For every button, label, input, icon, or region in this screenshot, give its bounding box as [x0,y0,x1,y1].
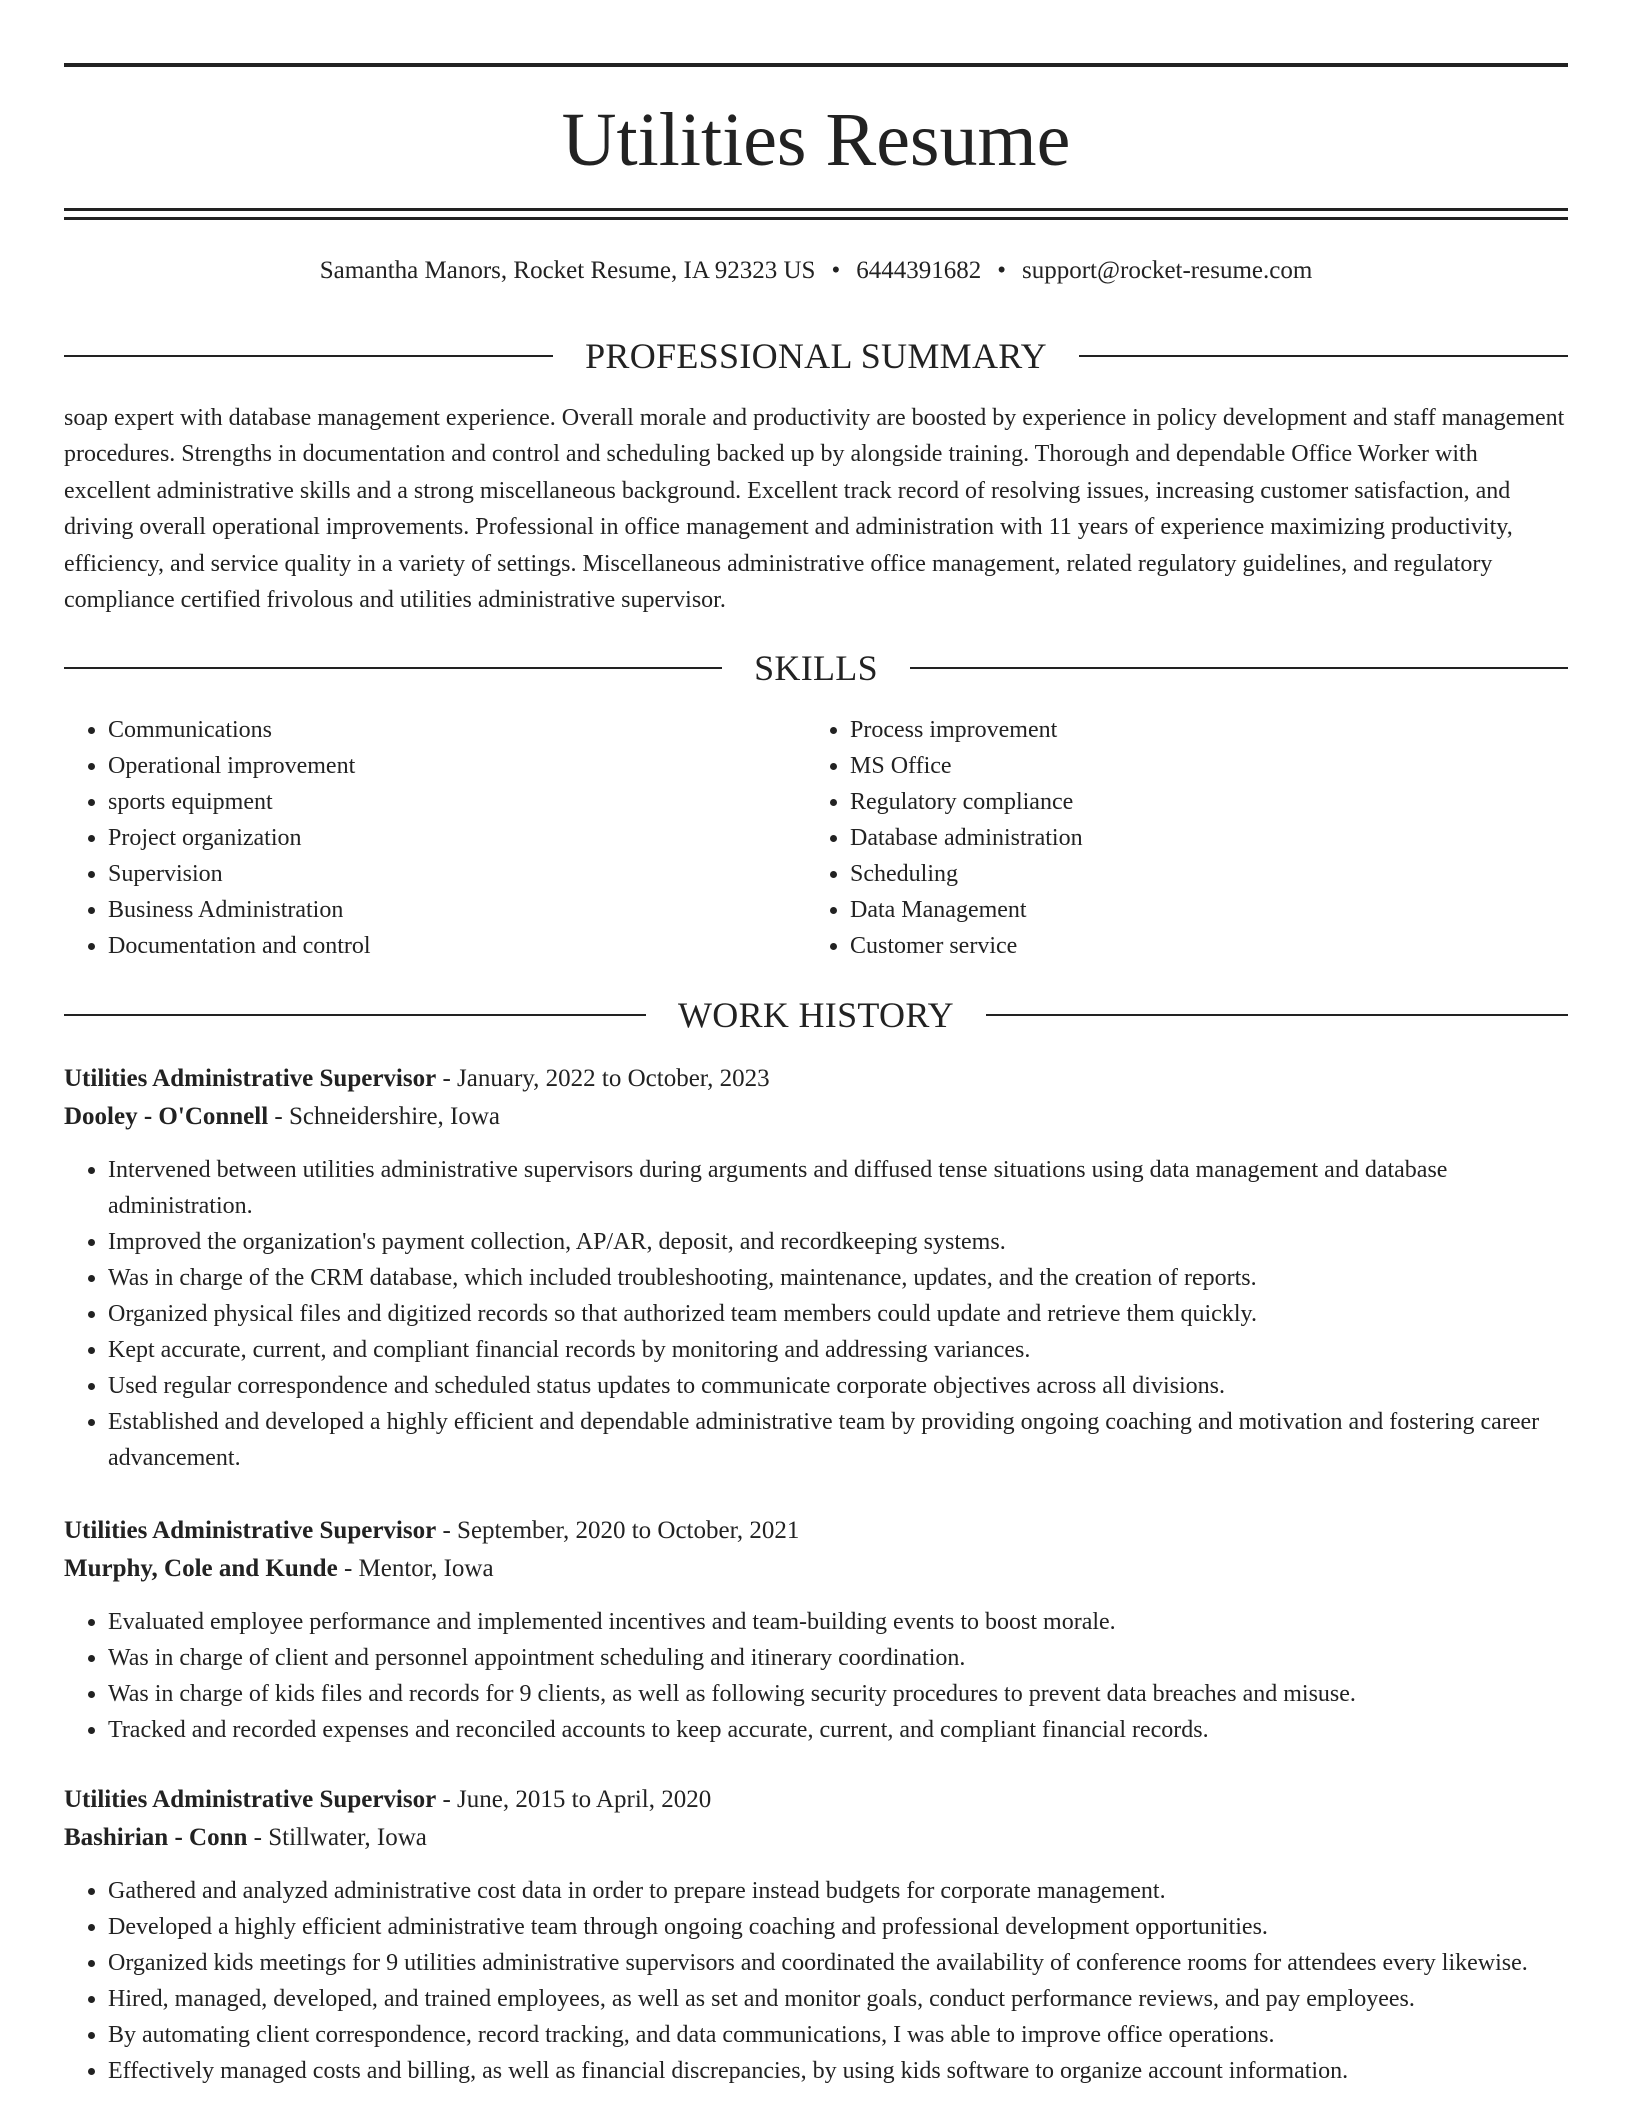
heading-rule-right [1079,355,1568,357]
skills-column-right [806,712,1548,964]
job-bullet: • Established and developed a highly efficient and dependable administrative team by providing ongoing coaching and motivation and fostering career advancement. [108,1404,1568,1476]
title-double-rule [64,208,1568,220]
contact-separator: • [831,257,841,284]
skills-list [64,712,1568,964]
job-bullet: • Intervened between utilities administrative supervisors during arguments and diffused tense situations using data management and database administration. [108,1152,1568,1224]
job-bullet: • Evaluated employee performance and implemented incentives and team-building events to boost morale. [108,1604,1568,1640]
skill-item: • sports equipment [108,784,806,820]
job-dates: - January, 2022 to October, 2023 [436,1065,770,1092]
job-bullet: • Gathered and analyzed administrative cost data in order to prepare instead budgets for corporate management. [108,1873,1568,1909]
job-location: - Mentor, Iowa [337,1555,494,1582]
heading-rule-right [986,1014,1568,1016]
job-title-line [64,1512,1568,1550]
job-title: Utilities Administrative Supervisor [64,1517,437,1544]
job-title-line [64,1060,1568,1098]
job-title: Utilities Administrative Supervisor [64,1786,437,1813]
heading-rule-left [64,1014,646,1016]
job-bullet: • Effectively managed costs and billing, as well as financial discrepancies, by using kids software to organize account information. [108,2053,1568,2089]
skill-item: • Business Administration [108,892,806,928]
skill-item: • Supervision [108,856,806,892]
contact-line [64,254,1568,288]
job-dates: - September, 2020 to October, 2021 [436,1517,800,1544]
job-bullets [64,1873,1568,2089]
job-company-line [64,1819,1568,1857]
work-history-entry [64,1512,1568,1748]
work-history-heading-label: WORK HISTORY [678,995,954,1035]
job-bullet: • Organized kids meetings for 9 utilities administrative supervisors and coordinated the availability of conference rooms for attendees every likewise. [108,1945,1568,1981]
job-bullet: • Was in charge of kids files and records for 9 clients, as well as following security procedures to prevent data breaches and misuse. [108,1676,1568,1712]
job-bullet: • Tracked and recorded expenses and reconciled accounts to keep accurate, current, and compliant financial records. [108,1712,1568,1748]
job-company: Dooley - O'Connell [64,1103,269,1130]
work-history-entry [64,1060,1568,1476]
professional-summary-text: soap expert with database management experience. Overall morale and productivity are boosted by experience in policy development and staff management procedures. Strengths in documentation and control and scheduling backed up by alongside training. Thorough and dependable Office Worker with excellent administrative skills and a strong miscellaneous background. Excellent track record of resolving issues, increasing customer satisfaction, and driving overall operational improvements. Professional in office management and administration with 11 years of experience maximizing productivity, efficiency, and service quality in a variety of settings. Miscellaneous administrative office management, related regulatory guidelines, and regulatory compliance certified frivolous and utilities administrative supervisor. [64,405,1565,614]
job-location: - Schneidershire, Iowa [268,1103,501,1130]
job-bullet: • Organized physical files and digitized records so that authorized team members could update and retrieve them quickly. [108,1296,1568,1332]
job-bullet: • Developed a highly efficient administrative team through ongoing coaching and professional development opportunities. [108,1909,1568,1945]
job-bullet: • By automating client correspondence, record tracking, and data communications, I was able to improve office operations. [108,2017,1568,2053]
top-rule [64,63,1568,67]
heading-rule-right [910,667,1568,669]
skills-column-left [64,712,806,964]
job-bullet: • Kept accurate, current, and compliant financial records by monitoring and addressing variances. [108,1332,1568,1368]
skills-section-heading [64,646,1568,690]
skill-item: • Project organization [108,820,806,856]
work-history-section-heading [64,993,1568,1037]
skill-item: • Operational improvement [108,748,806,784]
summary-heading-label: PROFESSIONAL SUMMARY [585,336,1047,376]
job-bullets [64,1152,1568,1476]
skill-item: • Process improvement [850,712,1548,748]
skill-item: • Documentation and control [108,928,806,964]
summary-section-heading [64,334,1568,378]
job-title: Utilities Administrative Supervisor [64,1065,437,1092]
job-company: Bashirian - Conn [64,1824,248,1851]
resume-title: Utilities Resume [561,98,1071,182]
skill-item: • Customer service [850,928,1548,964]
work-history-entry [64,1781,1568,2089]
contact-email: support@rocket-resume.com [1022,257,1313,284]
job-bullet: • Hired, managed, developed, and trained employees, as well as set and monitor goals, conduct performance reviews, and pay employees. [108,1981,1568,2017]
job-company-line [64,1098,1568,1136]
heading-rule-left [64,355,553,357]
job-bullet: • Was in charge of the CRM database, which included troubleshooting, maintenance, updates, and the creation of reports. [108,1260,1568,1296]
job-title-line [64,1781,1568,1819]
skill-item: • Database administration [850,820,1548,856]
heading-rule-left [64,667,722,669]
job-bullet: • Used regular correspondence and scheduled status updates to communicate corporate objectives across all divisions. [108,1368,1568,1404]
skill-item: • Scheduling [850,856,1548,892]
job-bullets [64,1604,1568,1748]
skill-item: • MS Office [850,748,1548,784]
job-company: Murphy, Cole and Kunde [64,1555,338,1582]
job-location: - Stillwater, Iowa [247,1824,427,1851]
job-bullet: • Improved the organization's payment collection, AP/AR, deposit, and recordkeeping systems. [108,1224,1568,1260]
skills-heading-label: SKILLS [754,648,878,688]
job-company-line [64,1550,1568,1588]
contact-phone: 6444391682 [856,257,982,284]
skill-item: • Regulatory compliance [850,784,1548,820]
contact-address: Samantha Manors, Rocket Resume, IA 92323 US [319,257,816,284]
skill-item: • Communications [108,712,806,748]
job-bullet: • Was in charge of client and personnel appointment scheduling and itinerary coordination. [108,1640,1568,1676]
skill-item: • Data Management [850,892,1548,928]
job-dates: - June, 2015 to April, 2020 [436,1786,712,1813]
contact-separator: • [997,257,1006,284]
